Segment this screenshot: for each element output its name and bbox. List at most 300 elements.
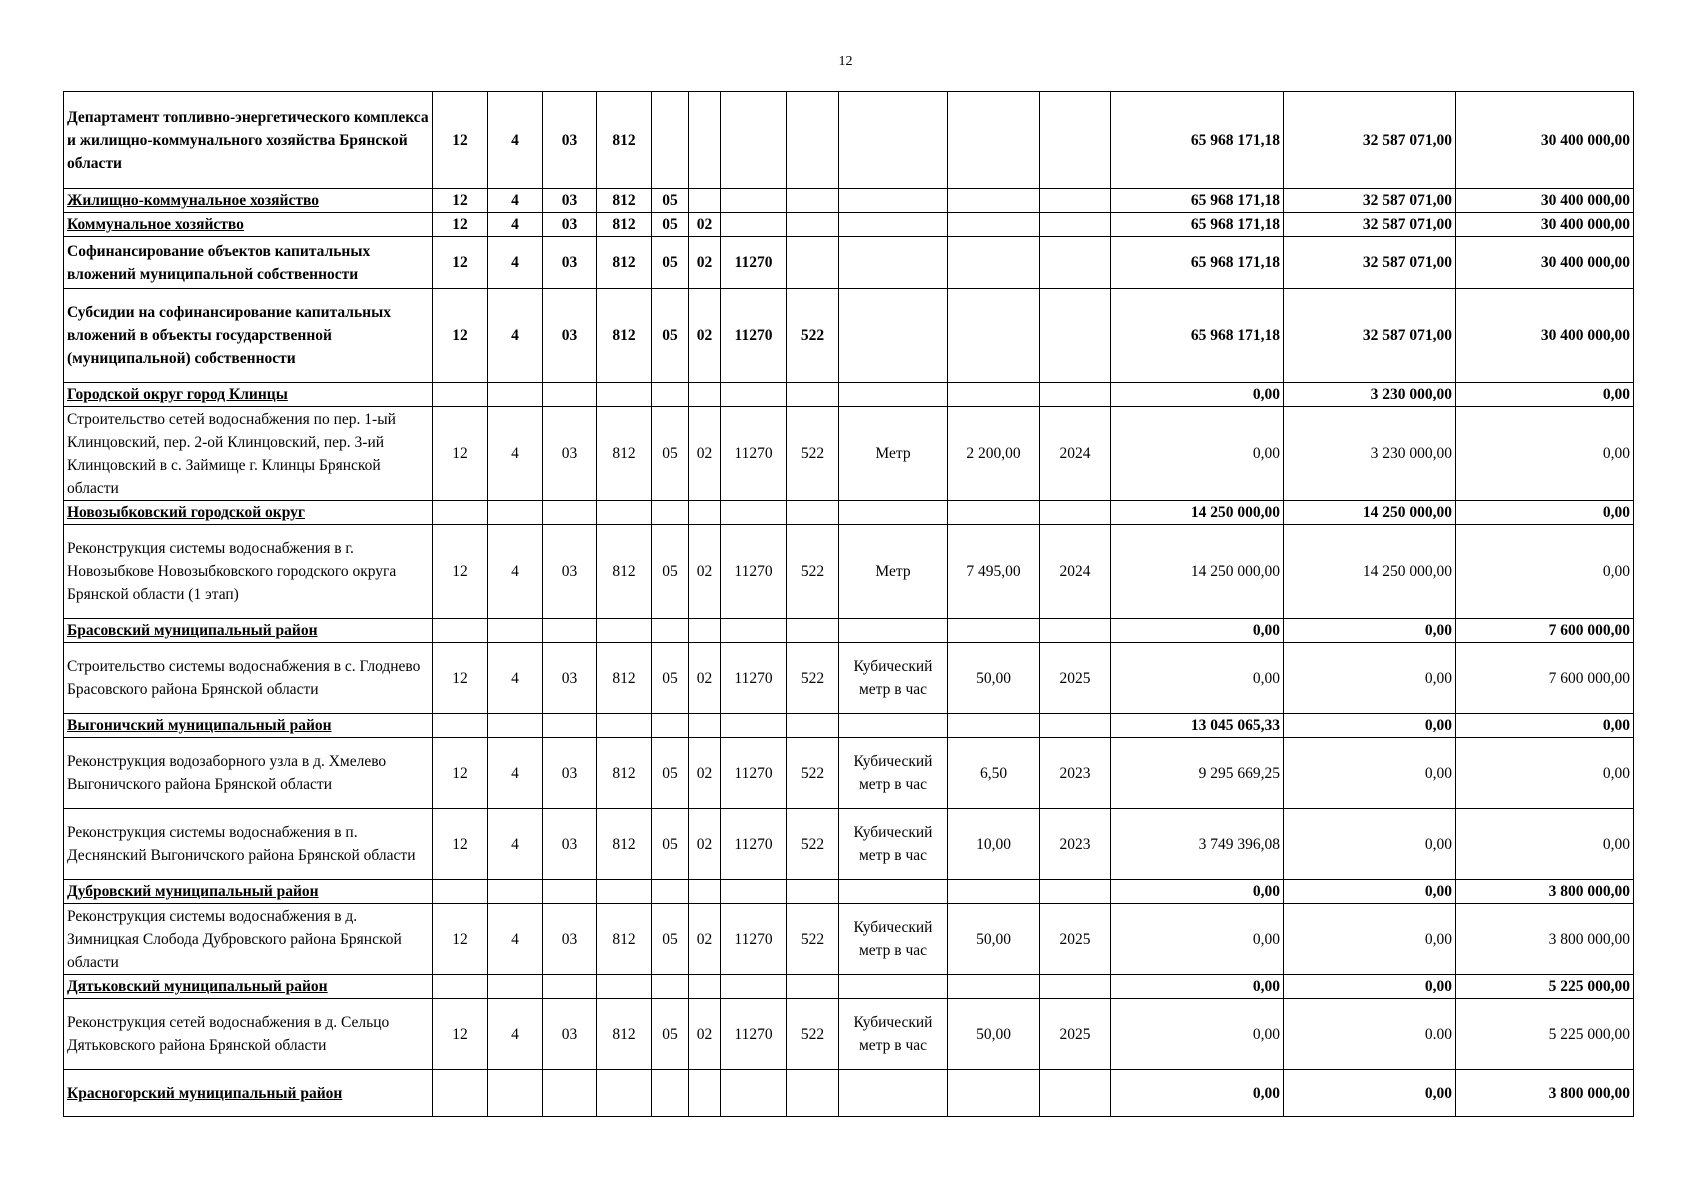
row-name-cell: Дятьковский муниципальный район — [64, 975, 433, 999]
amount-1-cell: 0,00 — [1111, 904, 1284, 975]
code-7-cell — [721, 975, 787, 999]
quantity-cell: 10,00 — [948, 809, 1040, 880]
code-2-cell: 4 — [488, 289, 543, 383]
code-5-cell: 05 — [652, 904, 689, 975]
code-3-cell — [543, 880, 597, 904]
code-7-cell — [721, 213, 787, 237]
table-row — [64, 407, 1634, 501]
amount-1-cell: 14 250 000,00 — [1111, 501, 1284, 525]
code-4-cell: 812 — [597, 189, 652, 213]
amount-1-cell: 0,00 — [1111, 383, 1284, 407]
code-4-cell: 812 — [597, 213, 652, 237]
year-cell: 2024 — [1040, 525, 1111, 619]
amount-2-cell: 0.00 — [1284, 999, 1456, 1070]
amount-1-cell: 65 968 171,18 — [1111, 92, 1284, 189]
code-4-cell — [597, 501, 652, 525]
code-3-cell: 03 — [543, 92, 597, 189]
code-5-cell — [652, 975, 689, 999]
table-row — [64, 383, 1634, 407]
code-7-cell: 11270 — [721, 904, 787, 975]
code-4-cell: 812 — [597, 237, 652, 289]
unit-cell — [839, 1070, 948, 1117]
code-2-cell — [488, 383, 543, 407]
amount-2-cell: 3 230 000,00 — [1284, 407, 1456, 501]
code-4-cell: 812 — [597, 525, 652, 619]
code-8-cell — [787, 189, 839, 213]
code-4-cell — [597, 619, 652, 643]
amount-1-cell: 0,00 — [1111, 407, 1284, 501]
code-3-cell: 03 — [543, 407, 597, 501]
quantity-cell: 50,00 — [948, 999, 1040, 1070]
code-2-cell — [488, 714, 543, 738]
year-cell — [1040, 501, 1111, 525]
code-1-cell — [433, 501, 488, 525]
code-6-cell — [689, 501, 721, 525]
quantity-cell — [948, 237, 1040, 289]
code-3-cell: 03 — [543, 237, 597, 289]
amount-2-cell: 32 587 071,00 — [1284, 189, 1456, 213]
code-3-cell: 03 — [543, 643, 597, 714]
code-7-cell: 11270 — [721, 407, 787, 501]
code-4-cell: 812 — [597, 289, 652, 383]
code-5-cell — [652, 880, 689, 904]
quantity-cell — [948, 975, 1040, 999]
amount-1-cell: 0,00 — [1111, 643, 1284, 714]
code-3-cell — [543, 501, 597, 525]
code-4-cell: 812 — [597, 904, 652, 975]
budget-table — [63, 91, 1634, 1117]
code-7-cell — [721, 92, 787, 189]
code-1-cell: 12 — [433, 525, 488, 619]
quantity-cell: 6,50 — [948, 738, 1040, 809]
code-1-cell — [433, 975, 488, 999]
table-row — [64, 904, 1634, 975]
code-4-cell: 812 — [597, 809, 652, 880]
code-1-cell — [433, 880, 488, 904]
quantity-cell — [948, 619, 1040, 643]
table-row — [64, 289, 1634, 383]
code-2-cell — [488, 880, 543, 904]
code-4-cell: 812 — [597, 999, 652, 1070]
quantity-cell: 50,00 — [948, 643, 1040, 714]
code-4-cell — [597, 880, 652, 904]
code-8-cell: 522 — [787, 407, 839, 501]
code-2-cell: 4 — [488, 904, 543, 975]
amount-2-cell: 0,00 — [1284, 904, 1456, 975]
table-row — [64, 1070, 1634, 1117]
amount-2-cell: 0,00 — [1284, 738, 1456, 809]
code-8-cell — [787, 237, 839, 289]
code-3-cell: 03 — [543, 189, 597, 213]
code-6-cell — [689, 619, 721, 643]
code-1-cell — [433, 1070, 488, 1117]
amount-3-cell: 30 400 000,00 — [1456, 237, 1634, 289]
code-3-cell: 03 — [543, 809, 597, 880]
row-name-cell: Городской округ город Клинцы — [64, 383, 433, 407]
amount-2-cell: 0,00 — [1284, 809, 1456, 880]
row-name-cell: Брасовский муниципальный район — [64, 619, 433, 643]
amount-2-cell: 32 587 071,00 — [1284, 213, 1456, 237]
code-2-cell: 4 — [488, 999, 543, 1070]
amount-3-cell: 3 800 000,00 — [1456, 1070, 1634, 1117]
unit-cell — [839, 714, 948, 738]
code-7-cell — [721, 1070, 787, 1117]
code-5-cell: 05 — [652, 738, 689, 809]
code-5-cell: 05 — [652, 289, 689, 383]
code-3-cell — [543, 383, 597, 407]
code-6-cell: 02 — [689, 407, 721, 501]
table-row — [64, 213, 1634, 237]
quantity-cell — [948, 1070, 1040, 1117]
code-4-cell — [597, 383, 652, 407]
table-row — [64, 501, 1634, 525]
amount-3-cell: 30 400 000,00 — [1456, 213, 1634, 237]
amount-3-cell: 0,00 — [1456, 383, 1634, 407]
code-5-cell — [652, 92, 689, 189]
table-row — [64, 738, 1634, 809]
code-6-cell — [689, 880, 721, 904]
code-8-cell: 522 — [787, 643, 839, 714]
unit-cell — [839, 501, 948, 525]
code-3-cell: 03 — [543, 289, 597, 383]
table-row — [64, 999, 1634, 1070]
quantity-cell — [948, 189, 1040, 213]
code-5-cell: 05 — [652, 643, 689, 714]
code-2-cell — [488, 1070, 543, 1117]
row-name-cell: Красногорский муниципальный район — [64, 1070, 433, 1117]
code-2-cell: 4 — [488, 525, 543, 619]
code-2-cell: 4 — [488, 407, 543, 501]
amount-3-cell: 7 600 000,00 — [1456, 643, 1634, 714]
amount-1-cell: 3 749 396,08 — [1111, 809, 1284, 880]
amount-2-cell: 0,00 — [1284, 880, 1456, 904]
code-1-cell: 12 — [433, 999, 488, 1070]
code-5-cell — [652, 1070, 689, 1117]
code-6-cell: 02 — [689, 738, 721, 809]
code-2-cell: 4 — [488, 809, 543, 880]
amount-2-cell: 32 587 071,00 — [1284, 237, 1456, 289]
table-row — [64, 975, 1634, 999]
code-1-cell: 12 — [433, 92, 488, 189]
code-5-cell: 05 — [652, 189, 689, 213]
quantity-cell — [948, 289, 1040, 383]
unit-cell — [839, 92, 948, 189]
code-4-cell: 812 — [597, 407, 652, 501]
table-row — [64, 880, 1634, 904]
unit-cell: Метр — [839, 525, 948, 619]
unit-cell — [839, 619, 948, 643]
code-8-cell — [787, 1070, 839, 1117]
unit-cell — [839, 213, 948, 237]
year-cell — [1040, 880, 1111, 904]
table-row — [64, 237, 1634, 289]
code-5-cell — [652, 619, 689, 643]
code-8-cell: 522 — [787, 809, 839, 880]
code-3-cell: 03 — [543, 213, 597, 237]
code-6-cell: 02 — [689, 525, 721, 619]
quantity-cell — [948, 501, 1040, 525]
unit-cell — [839, 975, 948, 999]
amount-3-cell: 30 400 000,00 — [1456, 92, 1634, 189]
code-1-cell: 12 — [433, 904, 488, 975]
amount-1-cell: 0,00 — [1111, 999, 1284, 1070]
code-4-cell — [597, 714, 652, 738]
code-6-cell: 02 — [689, 809, 721, 880]
quantity-cell: 50,00 — [948, 904, 1040, 975]
code-7-cell: 11270 — [721, 525, 787, 619]
year-cell: 2025 — [1040, 904, 1111, 975]
amount-1-cell: 0,00 — [1111, 1070, 1284, 1117]
code-6-cell — [689, 383, 721, 407]
code-1-cell — [433, 619, 488, 643]
unit-cell — [839, 383, 948, 407]
amount-2-cell: 0,00 — [1284, 619, 1456, 643]
amount-3-cell: 5 225 000,00 — [1456, 975, 1634, 999]
code-7-cell — [721, 714, 787, 738]
code-3-cell — [543, 1070, 597, 1117]
code-6-cell — [689, 1070, 721, 1117]
amount-3-cell: 3 800 000,00 — [1456, 904, 1634, 975]
code-4-cell: 812 — [597, 643, 652, 714]
code-1-cell: 12 — [433, 237, 488, 289]
unit-cell: Кубический метр в час — [839, 809, 948, 880]
amount-1-cell: 0,00 — [1111, 619, 1284, 643]
table-row — [64, 525, 1634, 619]
code-6-cell: 02 — [689, 904, 721, 975]
amount-2-cell: 0,00 — [1284, 1070, 1456, 1117]
row-name-cell: Дубровский муниципальный район — [64, 880, 433, 904]
code-7-cell — [721, 619, 787, 643]
amount-2-cell: 32 587 071,00 — [1284, 289, 1456, 383]
code-2-cell: 4 — [488, 237, 543, 289]
table-row — [64, 92, 1634, 189]
page-number: 12 — [838, 54, 853, 69]
code-8-cell — [787, 975, 839, 999]
code-6-cell — [689, 189, 721, 213]
table-row — [64, 714, 1634, 738]
code-8-cell: 522 — [787, 525, 839, 619]
code-8-cell — [787, 714, 839, 738]
amount-1-cell: 65 968 171,18 — [1111, 237, 1284, 289]
year-cell — [1040, 213, 1111, 237]
code-4-cell: 812 — [597, 738, 652, 809]
amount-2-cell: 0,00 — [1284, 714, 1456, 738]
amount-3-cell: 7 600 000,00 — [1456, 619, 1634, 643]
amount-1-cell: 9 295 669,25 — [1111, 738, 1284, 809]
code-1-cell: 12 — [433, 738, 488, 809]
amount-3-cell: 0,00 — [1456, 525, 1634, 619]
code-7-cell — [721, 501, 787, 525]
row-name-cell: Строительство системы водоснабжения в с. Глоднево Брасовского района Брянской области — [64, 643, 433, 714]
code-6-cell: 02 — [689, 999, 721, 1070]
amount-3-cell: 0,00 — [1456, 738, 1634, 809]
row-name-cell: Коммунальное хозяйство — [64, 213, 433, 237]
code-7-cell — [721, 189, 787, 213]
code-5-cell: 05 — [652, 809, 689, 880]
code-6-cell — [689, 714, 721, 738]
quantity-cell — [948, 92, 1040, 189]
code-6-cell: 02 — [689, 289, 721, 383]
year-cell — [1040, 975, 1111, 999]
quantity-cell: 2 200,00 — [948, 407, 1040, 501]
amount-3-cell: 0,00 — [1456, 501, 1634, 525]
table-row — [64, 189, 1634, 213]
year-cell — [1040, 1070, 1111, 1117]
code-6-cell — [689, 92, 721, 189]
code-8-cell: 522 — [787, 904, 839, 975]
code-8-cell — [787, 501, 839, 525]
unit-cell — [839, 237, 948, 289]
year-cell: 2023 — [1040, 809, 1111, 880]
code-2-cell — [488, 975, 543, 999]
unit-cell: Кубический метр в час — [839, 999, 948, 1070]
code-2-cell — [488, 501, 543, 525]
amount-1-cell: 65 968 171,18 — [1111, 289, 1284, 383]
code-7-cell — [721, 383, 787, 407]
row-name-cell: Субсидии на софинансирование капитальных вложений в объекты государственной (муниципальной) собственности — [64, 289, 433, 383]
code-8-cell: 522 — [787, 738, 839, 809]
code-7-cell: 11270 — [721, 738, 787, 809]
code-3-cell: 03 — [543, 738, 597, 809]
code-1-cell: 12 — [433, 213, 488, 237]
amount-1-cell: 0,00 — [1111, 880, 1284, 904]
quantity-cell — [948, 383, 1040, 407]
amount-2-cell: 0,00 — [1284, 975, 1456, 999]
code-3-cell — [543, 619, 597, 643]
code-2-cell — [488, 619, 543, 643]
quantity-cell: 7 495,00 — [948, 525, 1040, 619]
amount-1-cell: 13 045 065,33 — [1111, 714, 1284, 738]
code-5-cell: 05 — [652, 237, 689, 289]
amount-1-cell: 65 968 171,18 — [1111, 189, 1284, 213]
code-5-cell: 05 — [652, 525, 689, 619]
table-row — [64, 619, 1634, 643]
code-5-cell — [652, 501, 689, 525]
row-name-cell: Реконструкция водозаборного узла в д. Хмелево Выгоничского района Брянской области — [64, 738, 433, 809]
year-cell — [1040, 383, 1111, 407]
row-name-cell: Реконструкция системы водоснабжения в д. Зимницкая Слобода Дубровского района Брянской области — [64, 904, 433, 975]
table-row — [64, 809, 1634, 880]
code-3-cell: 03 — [543, 904, 597, 975]
quantity-cell — [948, 213, 1040, 237]
code-1-cell: 12 — [433, 289, 488, 383]
year-cell: 2023 — [1040, 738, 1111, 809]
code-1-cell — [433, 714, 488, 738]
amount-3-cell: 5 225 000,00 — [1456, 999, 1634, 1070]
code-6-cell — [689, 975, 721, 999]
code-1-cell: 12 — [433, 643, 488, 714]
unit-cell — [839, 880, 948, 904]
code-2-cell: 4 — [488, 92, 543, 189]
code-2-cell: 4 — [488, 738, 543, 809]
amount-2-cell: 32 587 071,00 — [1284, 92, 1456, 189]
amount-3-cell: 0,00 — [1456, 809, 1634, 880]
row-name-cell: Реконструкция системы водоснабжения в г. Новозыбкове Новозыбковского городского округа Брянской области (1 этап) — [64, 525, 433, 619]
code-5-cell: 05 — [652, 999, 689, 1070]
row-name-cell: Департамент топливно-энергетического комплекса и жилищно-коммунального хозяйства Брянской области — [64, 92, 433, 189]
code-7-cell: 11270 — [721, 809, 787, 880]
unit-cell — [839, 189, 948, 213]
code-2-cell: 4 — [488, 213, 543, 237]
table-row — [64, 643, 1634, 714]
code-1-cell: 12 — [433, 407, 488, 501]
code-5-cell: 05 — [652, 407, 689, 501]
amount-2-cell: 3 230 000,00 — [1284, 383, 1456, 407]
code-4-cell — [597, 1070, 652, 1117]
year-cell — [1040, 289, 1111, 383]
year-cell — [1040, 714, 1111, 738]
year-cell — [1040, 237, 1111, 289]
code-8-cell — [787, 880, 839, 904]
code-1-cell: 12 — [433, 809, 488, 880]
amount-3-cell: 3 800 000,00 — [1456, 880, 1634, 904]
code-5-cell — [652, 714, 689, 738]
quantity-cell — [948, 714, 1040, 738]
amount-2-cell: 0,00 — [1284, 643, 1456, 714]
code-8-cell — [787, 213, 839, 237]
code-7-cell — [721, 880, 787, 904]
code-3-cell: 03 — [543, 999, 597, 1070]
row-name-cell: Жилищно-коммунальное хозяйство — [64, 189, 433, 213]
amount-3-cell: 30 400 000,00 — [1456, 289, 1634, 383]
amount-2-cell: 14 250 000,00 — [1284, 525, 1456, 619]
amount-1-cell: 65 968 171,18 — [1111, 213, 1284, 237]
year-cell: 2025 — [1040, 999, 1111, 1070]
code-8-cell: 522 — [787, 289, 839, 383]
amount-1-cell: 0,00 — [1111, 975, 1284, 999]
code-1-cell — [433, 383, 488, 407]
code-8-cell — [787, 92, 839, 189]
code-2-cell: 4 — [488, 643, 543, 714]
row-name-cell: Реконструкция системы водоснабжения в п. Деснянский Выгоничского района Брянской области — [64, 809, 433, 880]
row-name-cell: Софинансирование объектов капитальных вложений муниципальной собственности — [64, 237, 433, 289]
code-4-cell: 812 — [597, 92, 652, 189]
amount-2-cell: 14 250 000,00 — [1284, 501, 1456, 525]
code-3-cell — [543, 714, 597, 738]
row-name-cell: Реконструкция сетей водоснабжения в д. Сельцо Дятьковского района Брянской области — [64, 999, 433, 1070]
code-1-cell: 12 — [433, 189, 488, 213]
unit-cell: Кубический метр в час — [839, 904, 948, 975]
year-cell: 2025 — [1040, 643, 1111, 714]
code-6-cell: 02 — [689, 213, 721, 237]
code-8-cell — [787, 619, 839, 643]
row-name-cell: Выгоничский муниципальный район — [64, 714, 433, 738]
code-6-cell: 02 — [689, 237, 721, 289]
year-cell — [1040, 92, 1111, 189]
unit-cell: Метр — [839, 407, 948, 501]
code-5-cell — [652, 383, 689, 407]
code-3-cell — [543, 975, 597, 999]
code-7-cell: 11270 — [721, 237, 787, 289]
code-3-cell: 03 — [543, 525, 597, 619]
amount-1-cell: 14 250 000,00 — [1111, 525, 1284, 619]
code-2-cell: 4 — [488, 189, 543, 213]
unit-cell: Кубический метр в час — [839, 738, 948, 809]
unit-cell: Кубический метр в час — [839, 643, 948, 714]
amount-3-cell: 0,00 — [1456, 407, 1634, 501]
unit-cell — [839, 289, 948, 383]
code-7-cell: 11270 — [721, 643, 787, 714]
year-cell — [1040, 189, 1111, 213]
quantity-cell — [948, 880, 1040, 904]
code-7-cell: 11270 — [721, 999, 787, 1070]
code-8-cell: 522 — [787, 999, 839, 1070]
year-cell — [1040, 619, 1111, 643]
code-4-cell — [597, 975, 652, 999]
code-5-cell: 05 — [652, 213, 689, 237]
amount-3-cell: 0,00 — [1456, 714, 1634, 738]
row-name-cell: Строительство сетей водоснабжения по пер. 1-ый Клинцовский, пер. 2-ой Клинцовский, пер. 3-ий Клинцовский в с. Займище г. Клинцы Брянской области — [64, 407, 433, 501]
